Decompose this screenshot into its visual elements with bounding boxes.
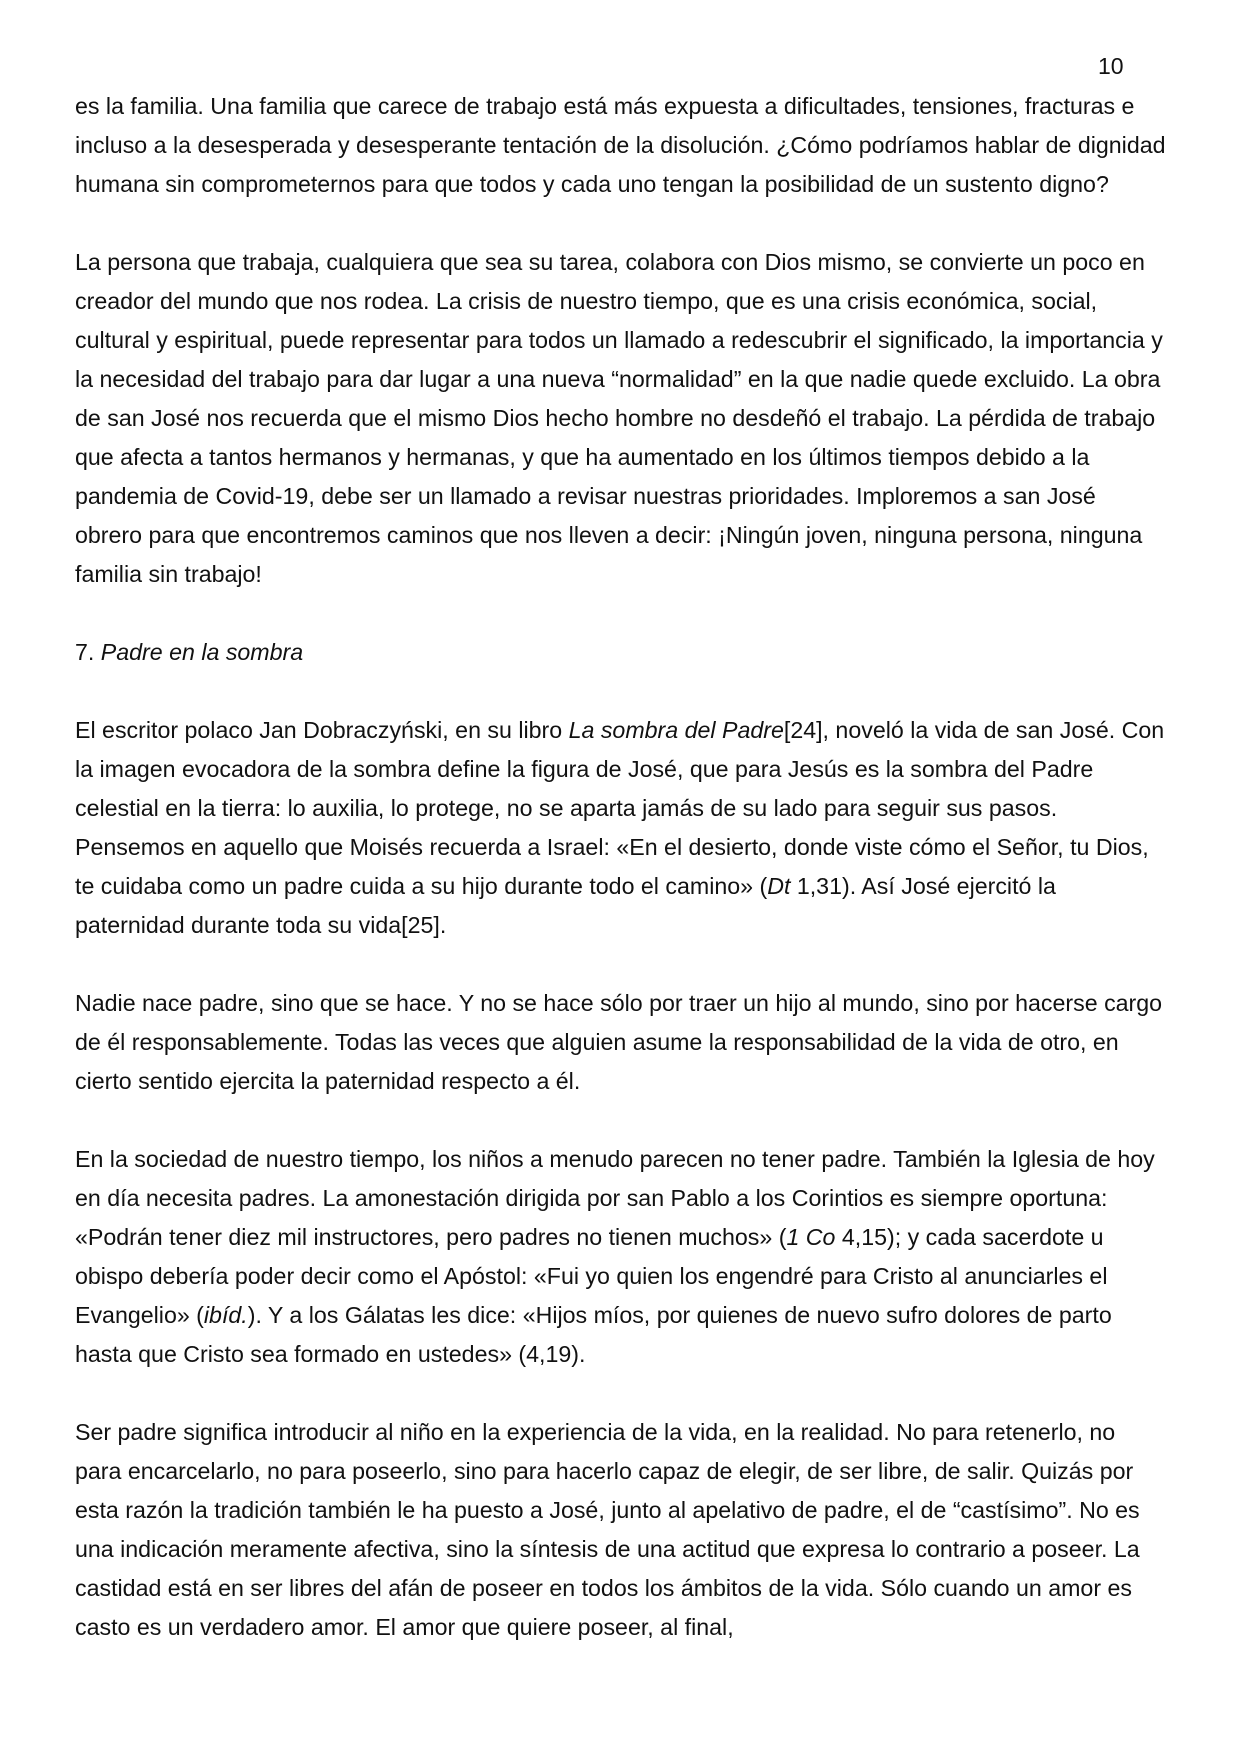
text-segment: es la familia. Una familia que carece de trabajo está más expuesta a dificultades, tensiones, fracturas e incluso a la desesperada y desesperante tentación de la disolución. ¿Cómo podríamos hablar de dignidad humana sin comprometernos para que todos y cada uno tengan la posibilidad de un sustento digno? — [75, 93, 1166, 197]
text-segment: Ser padre significa introducir al niño en la experiencia de la vida, en la realidad. No para retenerlo, no para encarcelarlo, no para poseerlo, sino para hacerlo capaz de elegir, de ser libre, de salir. Quizás por esta razón la tradición también le ha puesto a José, junto al apelativo de padre, el de “castísimo”. No es una indicación meramente afectiva, sino la síntesis de una actitud que expresa lo contrario a poseer. La castidad está en ser libres del afán de poseer en todos los ámbitos de la vida. Sólo cuando un amor es casto es un verdadero amor. El amor que quiere poseer, al final, — [75, 1419, 1140, 1640]
text-segment: 4,15); y cada sacerdote u obispo debería poder decir como el Apóstol: «Fui yo quien los engendré para Cristo al anunciarles el Evangelio» ( — [75, 1224, 1108, 1328]
text-segment: 7. — [75, 639, 101, 665]
text-segment: [24], noveló la vida de san José. Con la imagen evocadora de la sombra define la figura de José, que para Jesús es la sombra del Padre celestial en la tierra: lo auxilia, lo protege, no se aparta jamás de su lado para seguir sus pasos. Pensemos en aquello que Moisés recuerda a Israel: «En el desierto, donde viste cómo el Señor, tu Dios, te cuidaba como un padre cuida a su hijo durante todo el camino» ( — [75, 717, 1165, 899]
paragraph-nadie-nace-padre — [75, 984, 1167, 1101]
document-body — [75, 87, 1167, 1686]
text-segment: 1,31). Así José ejercitó la paternidad durante toda su vida[25]. — [75, 873, 1056, 938]
italic-text-segment: ibíd. — [203, 1302, 248, 1328]
text-segment: Nadie nace padre, sino que se hace. Y no se hace sólo por traer un hijo al mundo, sino por hacerse cargo de él responsablemente. Todas las veces que alguien asume la responsabilidad de la vida de otro, en cierto sentido ejercita la paternidad respecto a él. — [75, 990, 1163, 1094]
italic-text-segment: Dt — [767, 873, 791, 899]
paragraph-work-collaboration — [75, 243, 1167, 594]
section-heading-padre-en-la-sombra — [75, 633, 1167, 672]
text-segment: En la sociedad de nuestro tiempo, los niños a menudo parecen no tener padre. También la Iglesia de hoy en día necesita padres. La amonestación dirigida por san Pablo a los Corintios es siempre oportuna: «Podrán tener diez mil instructores, pero padres no tienen muchos» ( — [75, 1146, 1155, 1250]
italic-text-segment: 1 Co — [786, 1224, 836, 1250]
text-segment: El escritor polaco Jan Dobraczyński, en su libro — [75, 717, 569, 743]
paragraph-ser-padre — [75, 1413, 1167, 1647]
italic-text-segment: La sombra del Padre — [568, 717, 784, 743]
italic-text-segment: Padre en la sombra — [100, 639, 304, 665]
page-number: 10 — [1098, 53, 1124, 79]
paragraph-family-work — [75, 87, 1167, 204]
text-segment: ). Y a los Gálatas les dice: «Hijos míos, por quienes de nuevo sufro dolores de parto hasta que Cristo sea formado en ustedes» (4,19). — [75, 1302, 1112, 1367]
paragraph-sociedad-padres — [75, 1140, 1167, 1374]
text-segment: La persona que trabaja, cualquiera que sea su tarea, colabora con Dios mismo, se convierte un poco en creador del mundo que nos rodea. La crisis de nuestro tiempo, que es una crisis económica, social, cultural y espiritual, puede representar para todos un llamado a redescubrir el significado, la importancia y la necesidad del trabajo para dar lugar a una nueva “normalidad” en la que nadie quede excluido. La obra de san José nos recuerda que el mismo Dios hecho hombre no desdeñó el trabajo. La pérdida de trabajo que afecta a tantos hermanos y hermanas, y que ha aumentado en los últimos tiempos debido a la pandemia de Covid-19, debe ser un llamado a revisar nuestras prioridades. Imploremos a san José obrero para que encontremos caminos que nos lleven a decir: ¡Ningún joven, ninguna persona, ninguna familia sin trabajo! — [75, 249, 1163, 587]
paragraph-dobraczynski — [75, 711, 1167, 945]
